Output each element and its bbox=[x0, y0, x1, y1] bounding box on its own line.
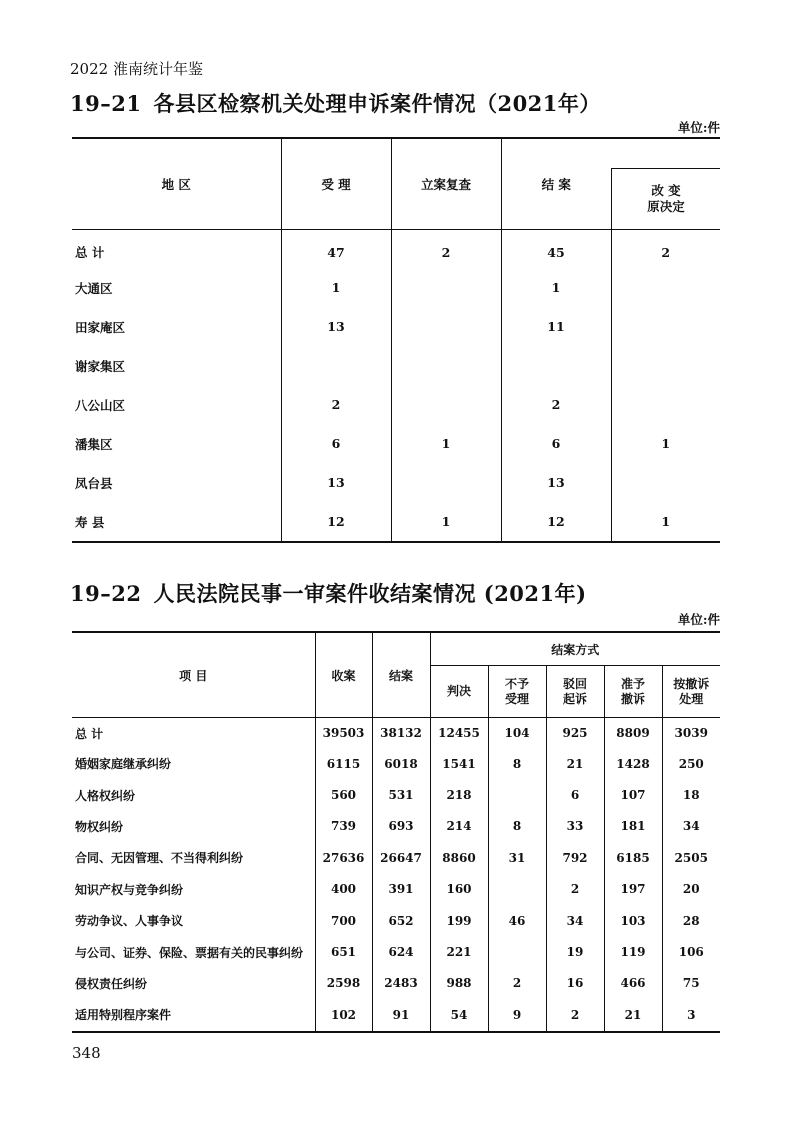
page-number: 348 bbox=[72, 1044, 101, 1062]
row-label: 与公司、证券、保险、票据有关的民事纠纷 bbox=[75, 945, 304, 960]
header-change bbox=[611, 138, 720, 230]
cell-withdraw: 103 bbox=[604, 905, 662, 936]
cell-judgment: 199 bbox=[430, 905, 488, 936]
cell-judgment: 218 bbox=[430, 779, 488, 810]
cell-accepted: 13 bbox=[281, 463, 391, 502]
cell-withdraw: 119 bbox=[604, 936, 662, 967]
cell-no-accept: 8 bbox=[488, 748, 546, 779]
row-label: 物权纠纷 bbox=[75, 819, 124, 834]
table1-title-text: 各县区检察机关处理申诉案件情况（2021年） bbox=[153, 91, 601, 116]
cell-received: 560 bbox=[315, 779, 372, 810]
header-change-line2: 原决定 bbox=[647, 199, 685, 214]
cell-accepted: 6 bbox=[281, 424, 391, 463]
cell-concluded: 6018 bbox=[372, 748, 430, 779]
cell-review bbox=[391, 268, 501, 307]
cell-review: 2 bbox=[391, 230, 501, 269]
row-label: 田家庵区 bbox=[75, 319, 126, 335]
cell-deemed: 34 bbox=[662, 811, 720, 842]
row-label: 侵权责任纠纷 bbox=[75, 976, 148, 991]
table2-header-row-1 bbox=[72, 632, 720, 666]
cell-review bbox=[391, 346, 501, 385]
cell-no-accept: 9 bbox=[488, 999, 546, 1031]
cell-accepted: 13 bbox=[281, 307, 391, 346]
table-row bbox=[72, 968, 720, 999]
cell-no-accept: 2 bbox=[488, 968, 546, 999]
cell-no-accept bbox=[488, 779, 546, 810]
row-label: 合同、无因管理、不当得利纠纷 bbox=[75, 851, 244, 866]
cell-no-accept bbox=[488, 936, 546, 967]
cell-accepted bbox=[281, 346, 391, 385]
cell-review: 1 bbox=[391, 502, 501, 542]
table2 bbox=[72, 631, 720, 1033]
table-row bbox=[72, 748, 720, 779]
cell-reject: 925 bbox=[546, 718, 604, 749]
cell-concluded: 91 bbox=[372, 999, 430, 1031]
table-row bbox=[72, 779, 720, 810]
cell-closed: 45 bbox=[501, 230, 611, 269]
row-label: 潘集区 bbox=[75, 436, 113, 452]
cell-received: 27636 bbox=[315, 842, 372, 873]
row-label: 婚姻家庭继承纠纷 bbox=[75, 757, 172, 772]
cell-reject: 792 bbox=[546, 842, 604, 873]
cell-closed: 11 bbox=[501, 307, 611, 346]
row-label: 总 计 bbox=[75, 726, 104, 741]
cell-reject: 21 bbox=[546, 748, 604, 779]
header-reject: 驳回 起诉 bbox=[546, 666, 604, 718]
cell-judgment: 8860 bbox=[430, 842, 488, 873]
cell-closed: 1 bbox=[501, 268, 611, 307]
header-withdraw: 准予 撤诉 bbox=[604, 666, 662, 718]
table-row bbox=[72, 230, 720, 269]
cell-accepted: 2 bbox=[281, 385, 391, 424]
row-label: 谢家集区 bbox=[75, 358, 126, 374]
cell-closed: 12 bbox=[501, 502, 611, 542]
cell-deemed: 75 bbox=[662, 968, 720, 999]
cell-deemed: 28 bbox=[662, 905, 720, 936]
row-label: 凤台县 bbox=[75, 475, 113, 491]
cell-reject: 2 bbox=[546, 999, 604, 1031]
cell-judgment: 160 bbox=[430, 874, 488, 905]
table-row bbox=[72, 502, 720, 542]
cell-closed bbox=[501, 346, 611, 385]
cell-closed: 13 bbox=[501, 463, 611, 502]
table-row bbox=[72, 307, 720, 346]
cell-withdraw: 1428 bbox=[604, 748, 662, 779]
cell-concluded: 391 bbox=[372, 874, 430, 905]
cell-deemed: 2505 bbox=[662, 842, 720, 873]
table2-number: 19–22 bbox=[70, 581, 142, 606]
header-judgment: 判决 bbox=[430, 666, 488, 718]
cell-review bbox=[391, 385, 501, 424]
cell-concluded: 26647 bbox=[372, 842, 430, 873]
cell-deemed: 20 bbox=[662, 874, 720, 905]
header-concluded: 结案 bbox=[372, 632, 430, 718]
table2-title bbox=[70, 578, 587, 608]
cell-deemed: 106 bbox=[662, 936, 720, 967]
table-row bbox=[72, 874, 720, 905]
header-accepted: 受 理 bbox=[281, 138, 391, 230]
row-label: 大通区 bbox=[75, 280, 113, 296]
row-label: 寿 县 bbox=[75, 514, 105, 530]
cell-judgment: 54 bbox=[430, 999, 488, 1031]
cell-received: 400 bbox=[315, 874, 372, 905]
cell-closed: 2 bbox=[501, 385, 611, 424]
cell-change bbox=[611, 463, 720, 502]
cell-accepted: 47 bbox=[281, 230, 391, 269]
cell-concluded: 38132 bbox=[372, 718, 430, 749]
cell-no-accept: 31 bbox=[488, 842, 546, 873]
cell-closed: 6 bbox=[501, 424, 611, 463]
cell-judgment: 1541 bbox=[430, 748, 488, 779]
cell-withdraw: 466 bbox=[604, 968, 662, 999]
table-row bbox=[72, 346, 720, 385]
cell-no-accept: 46 bbox=[488, 905, 546, 936]
table-row bbox=[72, 718, 720, 749]
table2-title-text: 人民法院民事一审案件收结案情况 (2021年) bbox=[153, 581, 587, 606]
cell-judgment: 214 bbox=[430, 811, 488, 842]
cell-deemed: 18 bbox=[662, 779, 720, 810]
table-row bbox=[72, 811, 720, 842]
cell-change: 1 bbox=[611, 502, 720, 542]
cell-withdraw: 197 bbox=[604, 874, 662, 905]
row-label: 适用特别程序案件 bbox=[75, 1008, 172, 1023]
cell-change: 1 bbox=[611, 424, 720, 463]
cell-change bbox=[611, 346, 720, 385]
cell-withdraw: 21 bbox=[604, 999, 662, 1031]
cell-withdraw: 6185 bbox=[604, 842, 662, 873]
cell-reject: 33 bbox=[546, 811, 604, 842]
row-label: 八公山区 bbox=[75, 397, 126, 413]
cell-received: 39503 bbox=[315, 718, 372, 749]
cell-review: 1 bbox=[391, 424, 501, 463]
table-row bbox=[72, 385, 720, 424]
table-row bbox=[72, 463, 720, 502]
cell-judgment: 221 bbox=[430, 936, 488, 967]
table-row bbox=[72, 999, 720, 1031]
header-item: 项 目 bbox=[72, 632, 315, 718]
cell-deemed: 250 bbox=[662, 748, 720, 779]
table2-unit: 单位:件 bbox=[677, 612, 720, 627]
row-label: 劳动争议、人事争议 bbox=[75, 914, 184, 929]
cell-received: 102 bbox=[315, 999, 372, 1031]
cell-reject: 34 bbox=[546, 905, 604, 936]
cell-concluded: 693 bbox=[372, 811, 430, 842]
cell-no-accept bbox=[488, 874, 546, 905]
cell-accepted: 12 bbox=[281, 502, 391, 542]
header-region: 地 区 bbox=[72, 138, 281, 230]
cell-received: 651 bbox=[315, 936, 372, 967]
table-row bbox=[72, 424, 720, 463]
cell-no-accept: 8 bbox=[488, 811, 546, 842]
cell-change bbox=[611, 385, 720, 424]
table1-header-row bbox=[72, 138, 720, 230]
table1-unit: 单位:件 bbox=[677, 120, 720, 135]
table1 bbox=[72, 137, 720, 543]
header-change-line1: 改 变 bbox=[651, 183, 681, 198]
cell-change: 2 bbox=[611, 230, 720, 269]
cell-change bbox=[611, 307, 720, 346]
row-label: 知识产权与竞争纠纷 bbox=[75, 882, 184, 897]
table-row bbox=[72, 905, 720, 936]
cell-concluded: 624 bbox=[372, 936, 430, 967]
cell-withdraw: 107 bbox=[604, 779, 662, 810]
cell-change bbox=[611, 268, 720, 307]
cell-reject: 6 bbox=[546, 779, 604, 810]
cell-concluded: 652 bbox=[372, 905, 430, 936]
cell-received: 2598 bbox=[315, 968, 372, 999]
table-row bbox=[72, 268, 720, 307]
cell-received: 739 bbox=[315, 811, 372, 842]
cell-reject: 16 bbox=[546, 968, 604, 999]
cell-reject: 2 bbox=[546, 874, 604, 905]
cell-received: 6115 bbox=[315, 748, 372, 779]
header-method-group: 结案方式 bbox=[430, 632, 720, 666]
cell-review bbox=[391, 463, 501, 502]
header-deemed: 按撤诉 处理 bbox=[662, 666, 720, 718]
running-head: 2022 淮南统计年鉴 bbox=[70, 60, 203, 78]
cell-concluded: 2483 bbox=[372, 968, 430, 999]
header-no-accept: 不予 受理 bbox=[488, 666, 546, 718]
table-row bbox=[72, 936, 720, 967]
cell-judgment: 12455 bbox=[430, 718, 488, 749]
cell-withdraw: 181 bbox=[604, 811, 662, 842]
cell-no-accept: 104 bbox=[488, 718, 546, 749]
row-label: 总 计 bbox=[75, 245, 105, 260]
cell-deemed: 3039 bbox=[662, 718, 720, 749]
cell-accepted: 1 bbox=[281, 268, 391, 307]
cell-review bbox=[391, 307, 501, 346]
table1-title bbox=[70, 88, 601, 118]
cell-withdraw: 8809 bbox=[604, 718, 662, 749]
table1-number: 19–21 bbox=[70, 91, 142, 116]
cell-concluded: 531 bbox=[372, 779, 430, 810]
header-received: 收案 bbox=[315, 632, 372, 718]
cell-judgment: 988 bbox=[430, 968, 488, 999]
cell-deemed: 3 bbox=[662, 999, 720, 1031]
table-row bbox=[72, 842, 720, 873]
cell-received: 700 bbox=[315, 905, 372, 936]
cell-reject: 19 bbox=[546, 936, 604, 967]
header-closed: 结 案 bbox=[501, 138, 611, 230]
header-review: 立案复查 bbox=[391, 138, 501, 230]
row-label: 人格权纠纷 bbox=[75, 788, 136, 803]
